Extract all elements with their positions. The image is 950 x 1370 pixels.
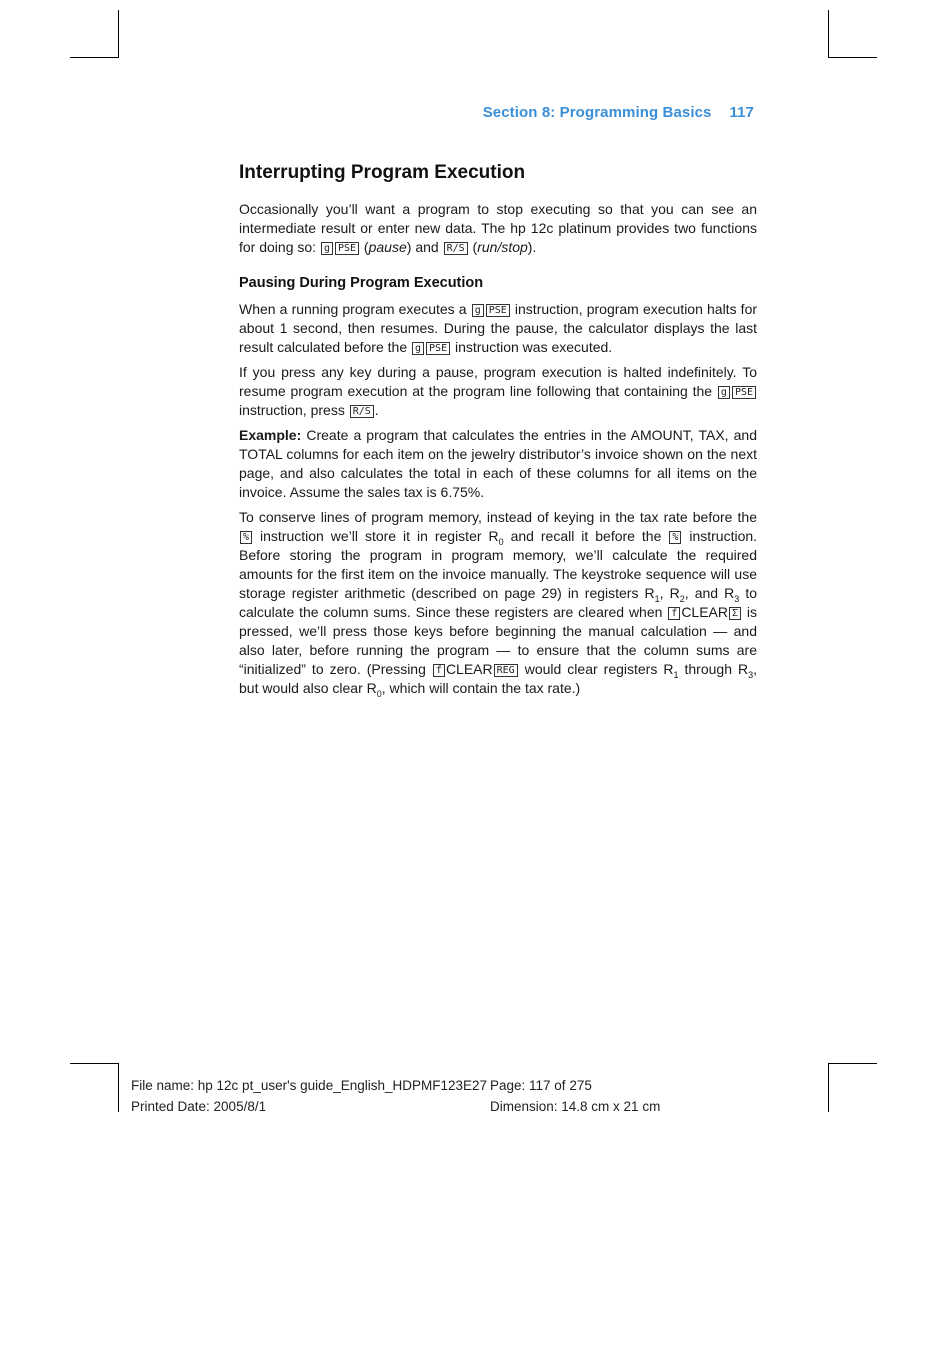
section-title: Section 8: Programming Basics [482,104,712,121]
g-key-icon: g [412,342,424,355]
g-key-icon: g [718,386,730,399]
rs-key-icon: R/S [350,405,374,418]
crop-mark-bottom-left-v [118,1063,119,1112]
intro-paragraph: Occasionally you’ll want a program to stop executing so that you can see an intermediate result or enter new data. The hp 12c platinum provides two functions for doing so: g PSE (pause) and R/S (run/stop). [239,201,757,255]
subsection-heading: Pausing During Program Execution [239,275,484,291]
g-key-icon: g [321,242,333,255]
conserve-paragraph: To conserve lines of program memory, instead of keying in the tax rate before the % instruction we’ll store it in register $R_0$ and recall it before the % instruction. Before storing the program in program memory, we’ll calculate the required amounts for the first item on the invoice manually. The keystroke sequence will use storage register arithmetic (described on page 29) in registers $R_1$, $R_2$, and $R_3$ to calculate the column sums. Since these registers are cleared when f CLEAR Σ is pressed, we’ll press those keys before beginning the manual calculation — and also later, before running the program — to ensure that the column sums are “initialized” to zero. (Pressing f CLEAR REG would clear registers $R_1$ through $R_3$, but would also clear $R_0$, which will contain the tax rate.) [239,509,758,699]
rs-key-icon: R/S [444,242,468,255]
pse-key-icon: PSE [335,242,359,255]
crop-mark-top-left-h [70,57,119,58]
footer-left [131,1075,487,1117]
reg-key-icon: REG [494,664,518,677]
sigma-key-icon: Σ [729,607,741,620]
pse-key-icon: PSE [732,386,756,399]
page-number: 117 [729,104,754,121]
footer-dimension: Dimension: 14.8 cm x 21 cm [490,1099,661,1114]
pause-paragraph: When a running program executes a g PSE instruction, program execution halts for about 1 second, then resumes. During the pause, the calculator displays the last result calculated before the g PSE instruction was executed. [239,301,758,355]
example-paragraph: Example: Create a program that calculates the entries in the AMOUNT, TAX, and TOTAL columns for each item on the jewelry distributor’s invoice shown on the next page, and also calculates the total in each of these columns for all items on the invoice. Assume the sales tax is 6.75%. [239,427,758,500]
crop-mark-bottom-left-h [70,1063,119,1064]
page-content [239,160,757,704]
f-key-icon: f [433,664,445,677]
pse-key-icon: PSE [486,304,510,317]
footer-printed-date: Printed Date: 2005/8/1 [131,1099,267,1114]
footer-page: Page: 117 of 275 [490,1078,592,1093]
example-label: Example: [239,427,302,443]
crop-mark-top-right-h [828,57,877,58]
running-header [483,104,754,121]
footer-right [490,1075,660,1117]
crop-mark-top-right-v [828,10,829,58]
g-key-icon: g [472,304,484,317]
percent-key-icon: % [669,531,681,544]
key-press-paragraph: If you press any key during a pause, program execution is halted indefinitely. To resume program execution at the program line following that containing the g PSE instruction, press R/S . [239,364,757,418]
footer-file-name: File name: hp 12c pt_user's guide_English_HDPMF123E27 [131,1078,488,1093]
f-key-icon: f [668,607,680,620]
crop-mark-top-left-v [118,10,119,58]
crop-mark-bottom-right-v [828,1063,829,1112]
section-heading: Interrupting Program Execution [239,162,526,183]
pse-key-icon: PSE [426,342,450,355]
crop-mark-bottom-right-h [828,1063,877,1064]
percent-key-icon: % [240,531,252,544]
